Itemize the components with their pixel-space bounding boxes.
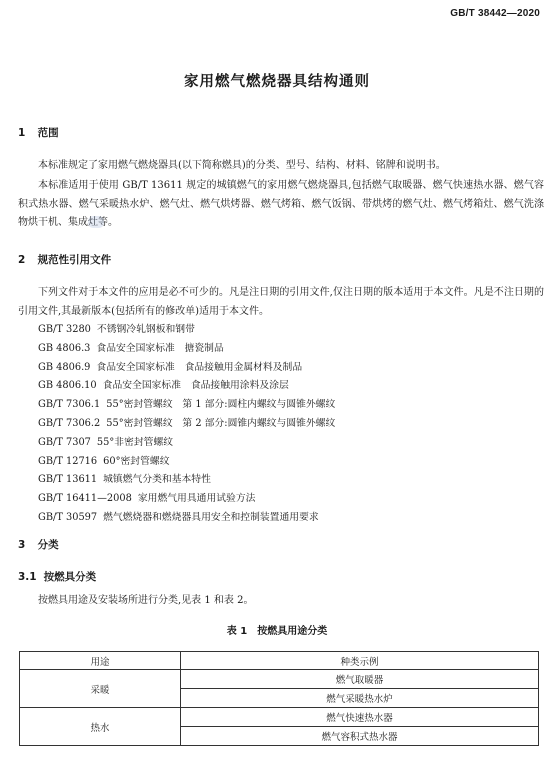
reference-code: GB/T 3280 <box>38 324 91 335</box>
reference-item <box>38 377 335 396</box>
classification-paragraph: 按燃具用途及安装场所进行分类,见表 1 和表 2。 <box>38 595 254 606</box>
reference-title: 55°非密封管螺纹 <box>96 436 174 448</box>
section-1-heading <box>18 125 59 140</box>
reference-item <box>38 340 335 359</box>
table-header-row <box>20 652 539 670</box>
section-title: 规范性引用文件 <box>37 254 112 266</box>
reference-item <box>38 396 335 415</box>
document-title: 家用燃气燃烧器具结构通则 <box>184 74 370 90</box>
reference-item <box>38 359 335 378</box>
reference-code: GB/T 16411—2008 <box>38 493 132 505</box>
scan-smudge <box>88 216 104 228</box>
table-row <box>20 708 539 727</box>
reference-code: GB 4806.3 <box>38 342 91 354</box>
reference-title: 食品安全国家标准 食品接触用涂料及涂层 <box>102 380 289 392</box>
section-number: 1 <box>18 127 26 139</box>
table-1-caption <box>0 622 554 637</box>
reference-code: GB 4806.10 <box>38 380 97 392</box>
section-2-heading <box>18 252 111 267</box>
section-title: 分类 <box>37 539 59 551</box>
table-cell-example: 燃气采暖热水炉 <box>181 689 539 708</box>
reference-code: GB/T 7306.2 <box>38 417 101 429</box>
reference-code: GB/T 7306.1 <box>38 399 101 411</box>
table-1 <box>19 651 539 746</box>
reference-title: 不锈钢冷轧钢板和钢带 <box>96 324 195 335</box>
reference-code: GB 4806.9 <box>38 361 91 373</box>
reference-item <box>38 321 335 340</box>
reference-title: 食品安全国家标准 搪瓷制品 <box>96 342 224 354</box>
section-title: 范围 <box>37 127 59 139</box>
reference-list <box>38 321 335 528</box>
column-header-examples: 种类示例 <box>181 652 539 670</box>
table-number: 表 1 <box>226 626 248 637</box>
column-header-use: 用途 <box>20 652 181 670</box>
reference-item <box>38 434 335 453</box>
table-cell-example: 燃气取暖器 <box>181 670 539 689</box>
scope-paragraph-1: 本标准规定了家用燃气燃烧器具(以下简称燃具)的分类、型号、结构、材料、铭牌和说明书。 <box>38 160 446 171</box>
section-title: 按燃具分类 <box>43 571 97 583</box>
section-number: 3.1 <box>18 571 37 583</box>
reference-title: 家用燃气用具通用试验方法 <box>137 493 256 505</box>
table-cell-use: 采暖 <box>20 670 181 708</box>
reference-code: GB/T 12716 <box>38 455 98 467</box>
table-row <box>20 670 539 689</box>
section-number: 3 <box>18 539 26 551</box>
reference-title: 55°密封管螺纹 第 2 部分:圆锥内螺纹与圆锥外螺纹 <box>106 417 336 429</box>
reference-item <box>38 509 335 528</box>
reference-code: GB/T 7307 <box>38 436 91 448</box>
references-intro: 下列文件对于本文件的应用是必不可少的。凡是注日期的引用文件,仅注日期的版本适用于本文件。凡是不注日期的引用文件,其最新版本(包括所有的修改单)适用于本文件。 <box>18 287 544 317</box>
table-cell-example: 燃气快速热水器 <box>181 708 539 727</box>
table-title: 按燃具用途分类 <box>257 626 328 637</box>
reference-title: 60°密封管螺纹 <box>103 455 170 467</box>
reference-item <box>38 453 335 472</box>
reference-title: 城镇燃气分类和基本特性 <box>103 474 211 486</box>
reference-title: 食品安全国家标准 食品接触用金属材料及制品 <box>96 361 303 373</box>
reference-title: 燃气燃烧器和燃烧器具用安全和控制装置通用要求 <box>103 511 319 523</box>
table-cell-use: 热水 <box>20 708 181 746</box>
reference-item <box>38 471 335 490</box>
standard-code: GB/T 38442—2020 <box>450 8 540 19</box>
reference-item <box>38 490 335 509</box>
reference-code: GB/T 30597 <box>38 511 98 523</box>
reference-item <box>38 415 335 434</box>
reference-title: 55°密封管螺纹 第 1 部分:圆柱内螺纹与圆锥外螺纹 <box>106 399 336 411</box>
section-3-1-heading <box>18 569 96 584</box>
section-number: 2 <box>18 254 26 266</box>
reference-code: GB/T 13611 <box>38 474 98 486</box>
scope-paragraph-2: 本标准适用于使用 GB/T 13611 规定的城镇燃气的家用燃气燃烧器具,包括燃气取暖器、燃气快速热水器、燃气容积式热水器、燃气采暖热水炉、燃气灶、燃气烘烤器、燃气烤箱、燃气饭锅、带烘烤的燃气灶、燃气烤箱灶、燃气洗涤物烘干机、集成灶等。 <box>18 180 544 228</box>
section-3-heading <box>18 537 59 552</box>
table-cell-example: 燃气容积式热水器 <box>181 727 539 746</box>
